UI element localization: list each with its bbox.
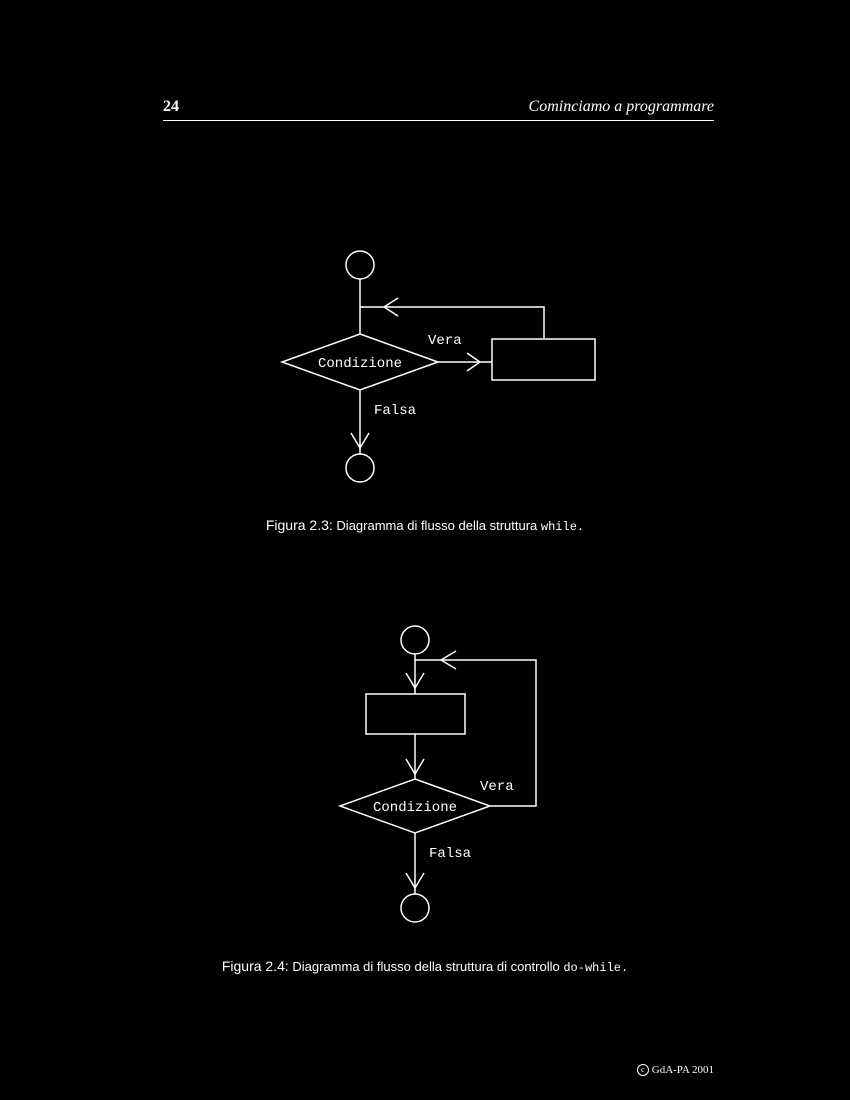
copyright-icon: c: [637, 1064, 649, 1076]
caption-label: Figura 2.3:: [265, 517, 333, 533]
caption-text: Diagramma di flusso della struttura: [336, 518, 538, 533]
false-label: Falsa: [374, 403, 417, 419]
loop-body-box: [366, 694, 465, 734]
caption-text: Diagramma di flusso della struttura di controllo: [292, 959, 560, 974]
caption-code: do-while: [563, 961, 621, 975]
true-label: Vera: [428, 333, 462, 349]
caption-end: .: [576, 520, 585, 534]
loop-back-line: [415, 660, 536, 806]
caption-code: while: [540, 520, 577, 534]
condition-label: Condizione: [317, 356, 403, 372]
end-node: [401, 894, 429, 922]
figure-2-4-caption: [0, 958, 850, 975]
footer: [637, 1064, 714, 1076]
copyright-text: GdA-PA 2001: [651, 1064, 714, 1076]
chapter-title: Cominciamo a programmare: [528, 98, 714, 115]
caption-end: .: [620, 961, 629, 975]
page-number: 24: [163, 98, 179, 115]
false-label: Falsa: [429, 846, 472, 862]
condition-label: Condizione: [372, 800, 458, 816]
start-node: [401, 626, 429, 654]
caption-label: Figura 2.4:: [221, 958, 289, 974]
true-label: Vera: [480, 779, 514, 795]
